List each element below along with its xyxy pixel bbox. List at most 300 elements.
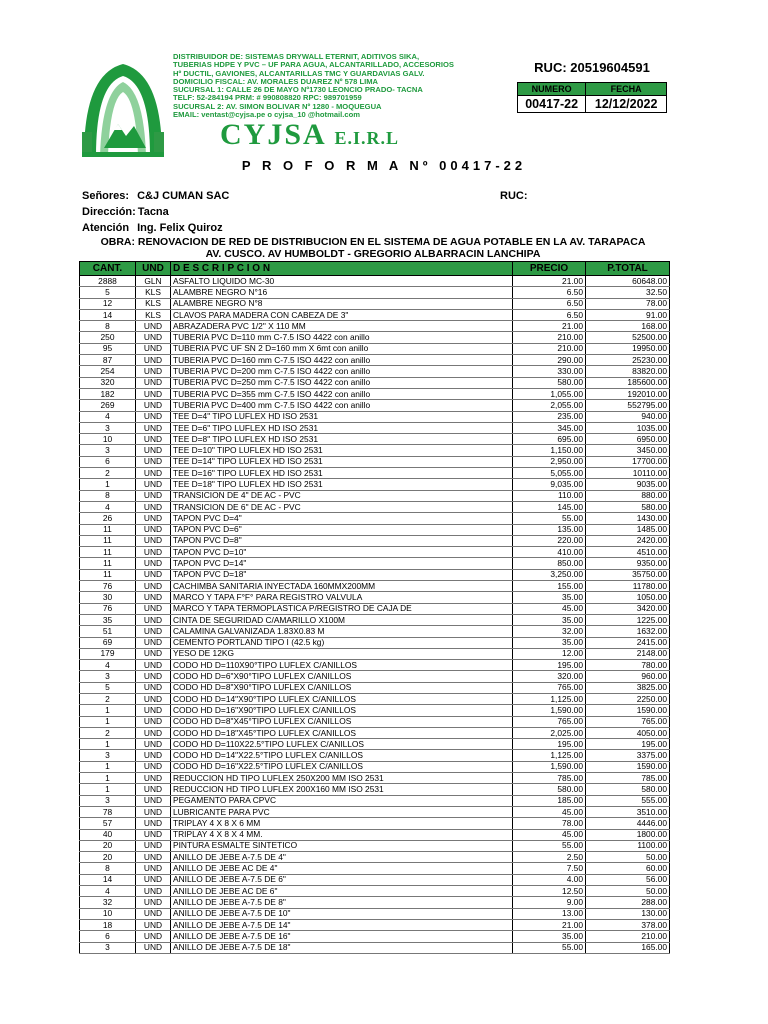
item-description: PINTURA ESMALTE SINTETICO xyxy=(171,840,513,851)
item-price: 320.00 xyxy=(513,671,586,682)
item-quantity: 3 xyxy=(80,795,136,806)
item-total: 4510.00 xyxy=(586,547,670,558)
item-description: MARCO Y TAPA F°F° PARA REGISTRO VALVULA xyxy=(171,592,513,603)
item-unit: UND xyxy=(136,321,171,332)
item-unit: UND xyxy=(136,332,171,343)
item-unit: UND xyxy=(136,434,171,445)
item-description: TEE D=18" TIPO LUFLEX HD ISO 2531 xyxy=(171,479,513,490)
item-total: 552795.00 xyxy=(586,400,670,411)
item-quantity: 3 xyxy=(80,671,136,682)
item-quantity: 8 xyxy=(80,321,136,332)
item-unit: UND xyxy=(136,513,171,524)
table-row xyxy=(80,276,670,287)
item-unit: UND xyxy=(136,874,171,885)
item-description: TEE D=8" TIPO LUFLEX HD ISO 2531 xyxy=(171,434,513,445)
item-quantity: 18 xyxy=(80,919,136,930)
item-quantity: 1 xyxy=(80,784,136,795)
table-row xyxy=(80,886,670,897)
item-description: MARCO Y TAPA TERMOPLASTICA P/REGISTRO DE CAJA DE xyxy=(171,603,513,614)
item-unit: KLS xyxy=(136,298,171,309)
item-quantity: 3 xyxy=(80,422,136,433)
item-quantity: 1 xyxy=(80,716,136,727)
item-total: 60648.00 xyxy=(586,276,670,287)
item-unit: KLS xyxy=(136,309,171,320)
senores-label: Señores: xyxy=(82,190,130,202)
table-row xyxy=(80,818,670,829)
items-table xyxy=(79,261,670,954)
item-unit: UND xyxy=(136,400,171,411)
item-unit: UND xyxy=(136,445,171,456)
item-total: 10110.00 xyxy=(586,468,670,479)
atencion-label: Atención xyxy=(82,222,130,234)
item-quantity: 76 xyxy=(80,581,136,592)
item-unit: UND xyxy=(136,886,171,897)
table-row xyxy=(80,366,670,377)
item-total: 56.00 xyxy=(586,874,670,885)
table-row xyxy=(80,422,670,433)
item-quantity: 3 xyxy=(80,445,136,456)
item-unit: UND xyxy=(136,818,171,829)
item-quantity: 1 xyxy=(80,705,136,716)
item-description: TRANSICION DE 4" DE AC - PVC xyxy=(171,490,513,501)
item-total: 3420.00 xyxy=(586,603,670,614)
items-table-body xyxy=(80,276,670,954)
table-row xyxy=(80,490,670,501)
item-description: TEE D=10" TIPO LUFLEX HD ISO 2531 xyxy=(171,445,513,456)
item-total: 288.00 xyxy=(586,897,670,908)
item-description: TRANSICION DE 6" DE AC - PVC xyxy=(171,501,513,512)
header-und: UND xyxy=(136,262,171,276)
item-total: 9035.00 xyxy=(586,479,670,490)
item-unit: UND xyxy=(136,739,171,750)
table-row xyxy=(80,727,670,738)
item-price: 580.00 xyxy=(513,377,586,388)
item-unit: UND xyxy=(136,840,171,851)
item-unit: UND xyxy=(136,479,171,490)
table-row xyxy=(80,829,670,840)
item-total: 60.00 xyxy=(586,863,670,874)
item-total: 378.00 xyxy=(586,919,670,930)
item-price: 765.00 xyxy=(513,682,586,693)
item-total: 880.00 xyxy=(586,490,670,501)
item-unit: UND xyxy=(136,637,171,648)
brand-name xyxy=(220,118,399,152)
item-total: 555.00 xyxy=(586,795,670,806)
client-ruc-row xyxy=(500,190,528,202)
table-row xyxy=(80,852,670,863)
item-price: 35.00 xyxy=(513,931,586,942)
item-total: 83820.00 xyxy=(586,366,670,377)
table-row xyxy=(80,343,670,354)
item-unit: UND xyxy=(136,558,171,569)
item-unit: UND xyxy=(136,716,171,727)
item-quantity: 20 xyxy=(80,852,136,863)
item-unit: UND xyxy=(136,750,171,761)
item-quantity: 3 xyxy=(80,750,136,761)
item-description: CODO HD D=16"X90°TIPO LUFLEX C/ANILLOS xyxy=(171,705,513,716)
table-row xyxy=(80,479,670,490)
item-price: 6.50 xyxy=(513,298,586,309)
item-quantity: 69 xyxy=(80,637,136,648)
item-description: TUBERIA PVC D=110 mm C-7.5 ISO 4422 con anillo xyxy=(171,332,513,343)
item-quantity: 11 xyxy=(80,569,136,580)
item-quantity: 179 xyxy=(80,648,136,659)
item-total: 35750.00 xyxy=(586,569,670,580)
item-unit: UND xyxy=(136,942,171,953)
item-unit: UND xyxy=(136,411,171,422)
item-quantity: 250 xyxy=(80,332,136,343)
item-unit: UND xyxy=(136,693,171,704)
item-quantity: 26 xyxy=(80,513,136,524)
item-price: 21.00 xyxy=(513,919,586,930)
item-total: 1590.00 xyxy=(586,705,670,716)
table-row xyxy=(80,897,670,908)
table-row xyxy=(80,614,670,625)
item-total: 765.00 xyxy=(586,716,670,727)
item-quantity: 4 xyxy=(80,501,136,512)
table-row xyxy=(80,569,670,580)
item-description: ANILLO DE JEBE A-7.5 DE 4" xyxy=(171,852,513,863)
item-price: 45.00 xyxy=(513,806,586,817)
company-info xyxy=(173,53,483,119)
item-price: 7.50 xyxy=(513,863,586,874)
item-price: 785.00 xyxy=(513,773,586,784)
item-description: CODO HD D=110X90°TIPO LUFLEX C/ANILLOS xyxy=(171,660,513,671)
item-total: 19950.00 xyxy=(586,343,670,354)
numero-label: NUMERO xyxy=(518,83,586,96)
table-row xyxy=(80,298,670,309)
item-unit: UND xyxy=(136,626,171,637)
client-name: C&J CUMAN SAC xyxy=(137,190,230,202)
table-row xyxy=(80,581,670,592)
item-quantity: 14 xyxy=(80,309,136,320)
item-quantity: 57 xyxy=(80,818,136,829)
item-price: 765.00 xyxy=(513,716,586,727)
table-row xyxy=(80,332,670,343)
item-quantity: 1 xyxy=(80,773,136,784)
item-total: 1430.00 xyxy=(586,513,670,524)
item-total: 1100.00 xyxy=(586,840,670,851)
table-row xyxy=(80,592,670,603)
table-row xyxy=(80,456,670,467)
item-description: ALAMBRE NEGRO N°16 xyxy=(171,287,513,298)
item-description: ASFALTO LIQUIDO MC-30 xyxy=(171,276,513,287)
item-description: TAPON PVC D=6" xyxy=(171,524,513,535)
item-description: TUBERIA PVC D=400 mm C-7.5 ISO 4422 con anillo xyxy=(171,400,513,411)
table-row xyxy=(80,693,670,704)
table-row xyxy=(80,908,670,919)
table-row xyxy=(80,309,670,320)
item-total: 1485.00 xyxy=(586,524,670,535)
item-description: ANILLO DE JEBE A-7.5 DE 18" xyxy=(171,942,513,953)
table-row xyxy=(80,761,670,772)
item-total: 2415.00 xyxy=(586,637,670,648)
item-unit: UND xyxy=(136,343,171,354)
company-ruc: RUC: 20519604591 xyxy=(534,60,650,75)
table-row xyxy=(80,626,670,637)
table-row xyxy=(80,535,670,546)
item-quantity: 4 xyxy=(80,411,136,422)
table-row xyxy=(80,806,670,817)
item-description: CODO HD D=18"X45°TIPO LUFLEX C/ANILLOS xyxy=(171,727,513,738)
item-price: 5,055.00 xyxy=(513,468,586,479)
item-price: 45.00 xyxy=(513,829,586,840)
ruc-box xyxy=(517,60,667,113)
table-row xyxy=(80,716,670,727)
item-quantity: 6 xyxy=(80,931,136,942)
item-quantity: 8 xyxy=(80,863,136,874)
item-quantity: 1 xyxy=(80,479,136,490)
item-quantity: 2 xyxy=(80,468,136,479)
table-row xyxy=(80,400,670,411)
item-price: 1,055.00 xyxy=(513,388,586,399)
item-price: 2,950.00 xyxy=(513,456,586,467)
item-description: ANILLO DE JEBE AC DE 4" xyxy=(171,863,513,874)
item-total: 168.00 xyxy=(586,321,670,332)
item-quantity: 35 xyxy=(80,614,136,625)
table-header-row xyxy=(80,262,670,276)
item-description: CALAMINA GALVANIZADA 1.83X0.83 M xyxy=(171,626,513,637)
item-description: TEE D=4" TIPO LUFLEX HD ISO 2531 xyxy=(171,411,513,422)
item-price: 345.00 xyxy=(513,422,586,433)
item-total: 3510.00 xyxy=(586,806,670,817)
company-line: TUBERIAS HDPE Y PVC – UF PARA AGUA, ALCANTARILLADO, ACCESORIOS xyxy=(173,60,454,70)
item-price: 145.00 xyxy=(513,501,586,512)
item-quantity: 11 xyxy=(80,535,136,546)
item-description: ANILLO DE JEBE A-7.5 DE 14" xyxy=(171,919,513,930)
item-unit: UND xyxy=(136,773,171,784)
item-quantity: 5 xyxy=(80,682,136,693)
document-number-table xyxy=(517,82,667,113)
item-price: 580.00 xyxy=(513,784,586,795)
item-price: 21.00 xyxy=(513,321,586,332)
brand-main: CYJSA xyxy=(220,118,326,151)
item-price: 35.00 xyxy=(513,614,586,625)
item-quantity: 78 xyxy=(80,806,136,817)
item-price: 290.00 xyxy=(513,355,586,366)
item-unit: UND xyxy=(136,547,171,558)
item-price: 12.50 xyxy=(513,886,586,897)
item-description: REDUCCION HD TIPO LUFLEX 200X160 MM ISO 2531 xyxy=(171,784,513,795)
item-total: 1035.00 xyxy=(586,422,670,433)
table-row xyxy=(80,919,670,930)
numero-value: 00417-22 xyxy=(518,96,586,113)
item-description: TUBERIA PVC UF SN 2 D=160 mm X 6mt con anillo xyxy=(171,343,513,354)
item-unit: UND xyxy=(136,795,171,806)
item-unit: UND xyxy=(136,366,171,377)
item-quantity: 12 xyxy=(80,298,136,309)
item-total: 1050.00 xyxy=(586,592,670,603)
item-price: 78.00 xyxy=(513,818,586,829)
item-unit: UND xyxy=(136,614,171,625)
item-price: 220.00 xyxy=(513,535,586,546)
table-row xyxy=(80,468,670,479)
item-quantity: 4 xyxy=(80,660,136,671)
item-total: 4050.00 xyxy=(586,727,670,738)
project-line: OBRA: RENOVACION DE RED DE DISTRIBUCION EN EL SISTEMA DE AGUA POTABLE EN LA AV. TARAPACA xyxy=(100,236,646,248)
item-price: 35.00 xyxy=(513,637,586,648)
company-line: SUCURSAL 2: AV. SIMON BOLIVAR Nº 1280 - MOQUEGUA xyxy=(173,101,382,111)
item-description: ANILLO DE JEBE AC DE 6" xyxy=(171,886,513,897)
item-price: 6.50 xyxy=(513,309,586,320)
item-description: TUBERIA PVC D=250 mm C-7.5 ISO 4422 con anillo xyxy=(171,377,513,388)
company-line: DOMICILIO FISCAL: AV. MORALES DUAREZ Nº 578 LIMA xyxy=(173,76,379,86)
item-description: TAPON PVC D=10" xyxy=(171,547,513,558)
item-price: 330.00 xyxy=(513,366,586,377)
item-total: 3825.00 xyxy=(586,682,670,693)
item-description: TUBERIA PVC D=160 mm C-7.5 ISO 4422 con anillo xyxy=(171,355,513,366)
client-name-row xyxy=(82,190,229,202)
item-quantity: 5 xyxy=(80,287,136,298)
item-unit: UND xyxy=(136,682,171,693)
item-unit: UND xyxy=(136,490,171,501)
item-total: 52500.00 xyxy=(586,332,670,343)
item-price: 185.00 xyxy=(513,795,586,806)
table-row xyxy=(80,637,670,648)
table-row xyxy=(80,660,670,671)
item-description: CODO HD D=16"X22.5°TIPO LUFLEX C/ANILLOS xyxy=(171,761,513,772)
item-price: 1,590.00 xyxy=(513,761,586,772)
item-description: CINTA DE SEGURIDAD C/AMARILLO X100M xyxy=(171,614,513,625)
company-line: DISTRIBUIDOR DE: SISTEMAS DRYWALL ETERNIT, ADITIVOS SIKA, xyxy=(173,52,420,61)
company-line: Hº DUCTIL, GAVIONES, ALCANTARILLAS TMC Y GUARDAVIAS GALV. xyxy=(173,68,425,78)
table-row xyxy=(80,739,670,750)
item-quantity: 269 xyxy=(80,400,136,411)
table-row xyxy=(80,784,670,795)
item-quantity: 76 xyxy=(80,603,136,614)
item-price: 410.00 xyxy=(513,547,586,558)
item-total: 580.00 xyxy=(586,501,670,512)
item-description: REDUCCION HD TIPO LUFLEX 250X200 MM ISO 2531 xyxy=(171,773,513,784)
item-unit: UND xyxy=(136,931,171,942)
item-price: 155.00 xyxy=(513,581,586,592)
item-unit: UND xyxy=(136,501,171,512)
item-quantity: 95 xyxy=(80,343,136,354)
item-description: TUBERIA PVC D=355 mm C-7.5 ISO 4422 con anillo xyxy=(171,388,513,399)
item-price: 195.00 xyxy=(513,739,586,750)
item-description: LUBRICANTE PARA PVC xyxy=(171,806,513,817)
table-row xyxy=(80,648,670,659)
header-total: P.TOTAL xyxy=(586,262,670,276)
company-line: TELF: 52-284194 PRM: # 990808820 RPC: 989701959 xyxy=(173,93,362,103)
item-total: 1632.00 xyxy=(586,626,670,637)
item-description: CACHIMBA SANITARIA INYECTADA 160MMX200MM xyxy=(171,581,513,592)
document-title: P R O F O R M A Nº 00417-22 xyxy=(241,158,527,173)
item-price: 850.00 xyxy=(513,558,586,569)
item-description: ANILLO DE JEBE A-7.5 DE 16" xyxy=(171,931,513,942)
item-unit: UND xyxy=(136,761,171,772)
item-description: CLAVOS PARA MADERA CON CABEZA DE 3" xyxy=(171,309,513,320)
item-description: CODO HD D=14"X90°TIPO LUFLEX C/ANILLOS xyxy=(171,693,513,704)
item-quantity: 2 xyxy=(80,693,136,704)
item-quantity: 2888 xyxy=(80,276,136,287)
client-attention-row xyxy=(82,222,223,234)
item-description: CODO HD D=14"X22.5°TIPO LUFLEX C/ANILLOS xyxy=(171,750,513,761)
item-unit: UND xyxy=(136,388,171,399)
company-email: EMAIL: ventast@cyjsa.pe o cyjsa_10 @hotmail.com xyxy=(173,110,360,120)
item-total: 940.00 xyxy=(586,411,670,422)
item-price: 32.00 xyxy=(513,626,586,637)
project-line: AV. CUSCO. AV HUMBOLDT - GREGORIO ALBARRACIN LANCHIPA xyxy=(205,248,541,260)
table-row xyxy=(80,445,670,456)
item-unit: UND xyxy=(136,806,171,817)
item-total: 9350.00 xyxy=(586,558,670,569)
item-quantity: 2 xyxy=(80,727,136,738)
item-quantity: 3 xyxy=(80,942,136,953)
item-quantity: 11 xyxy=(80,558,136,569)
item-price: 45.00 xyxy=(513,603,586,614)
item-total: 130.00 xyxy=(586,908,670,919)
item-price: 1,150.00 xyxy=(513,445,586,456)
item-total: 785.00 xyxy=(586,773,670,784)
item-price: 2.50 xyxy=(513,852,586,863)
item-description: YESO DE 12KG xyxy=(171,648,513,659)
item-quantity: 11 xyxy=(80,524,136,535)
brand-suffix: E.I.R.L xyxy=(334,128,400,148)
item-quantity: 6 xyxy=(80,456,136,467)
item-price: 235.00 xyxy=(513,411,586,422)
item-price: 55.00 xyxy=(513,840,586,851)
item-total: 2250.00 xyxy=(586,693,670,704)
item-description: CODO HD D=110X22.5°TIPO LUFLEX C/ANILLOS xyxy=(171,739,513,750)
table-row xyxy=(80,287,670,298)
item-unit: UND xyxy=(136,569,171,580)
item-price: 135.00 xyxy=(513,524,586,535)
table-row xyxy=(80,524,670,535)
item-price: 55.00 xyxy=(513,942,586,953)
item-description: TEE D=16" TIPO LUFLEX HD ISO 2531 xyxy=(171,468,513,479)
item-description: TRIPLAY 4 X 8 X 4 MM. xyxy=(171,829,513,840)
item-unit: UND xyxy=(136,660,171,671)
item-description: TAPON PVC D=4" xyxy=(171,513,513,524)
item-quantity: 11 xyxy=(80,547,136,558)
item-total: 50.00 xyxy=(586,852,670,863)
item-quantity: 30 xyxy=(80,592,136,603)
item-quantity: 182 xyxy=(80,388,136,399)
company-line: SUCURSAL 1: CALLE 26 DE MAYO Nº1730 LEONCIO PRADO- TACNA xyxy=(173,85,423,95)
client-attention: Ing. Felix Quiroz xyxy=(137,222,223,234)
item-price: 55.00 xyxy=(513,513,586,524)
item-quantity: 20 xyxy=(80,840,136,851)
table-row xyxy=(80,388,670,399)
item-total: 185600.00 xyxy=(586,377,670,388)
item-description: CODO HD D=8"X90°TIPO LUFLEX C/ANILLOS xyxy=(171,682,513,693)
item-price: 695.00 xyxy=(513,434,586,445)
direccion-label: Dirección: xyxy=(82,206,136,218)
item-quantity: 1 xyxy=(80,739,136,750)
item-description: TEE D=6" TIPO LUFLEX HD ISO 2531 xyxy=(171,422,513,433)
item-total: 580.00 xyxy=(586,784,670,795)
item-unit: UND xyxy=(136,784,171,795)
item-quantity: 1 xyxy=(80,761,136,772)
item-description: TEE D=14" TIPO LUFLEX HD ISO 2531 xyxy=(171,456,513,467)
item-description: ANILLO DE JEBE A-7.5 DE 10" xyxy=(171,908,513,919)
item-total: 32.50 xyxy=(586,287,670,298)
project-description xyxy=(78,236,668,260)
item-total: 165.00 xyxy=(586,942,670,953)
item-total: 210.00 xyxy=(586,931,670,942)
table-row xyxy=(80,434,670,445)
item-total: 91.00 xyxy=(586,309,670,320)
item-unit: UND xyxy=(136,863,171,874)
item-unit: UND xyxy=(136,603,171,614)
item-total: 3375.00 xyxy=(586,750,670,761)
item-total: 78.00 xyxy=(586,298,670,309)
item-price: 4.00 xyxy=(513,874,586,885)
item-total: 1225.00 xyxy=(586,614,670,625)
item-quantity: 10 xyxy=(80,908,136,919)
item-description: CEMENTO PORTLAND TIPO I (42.5 kg) xyxy=(171,637,513,648)
